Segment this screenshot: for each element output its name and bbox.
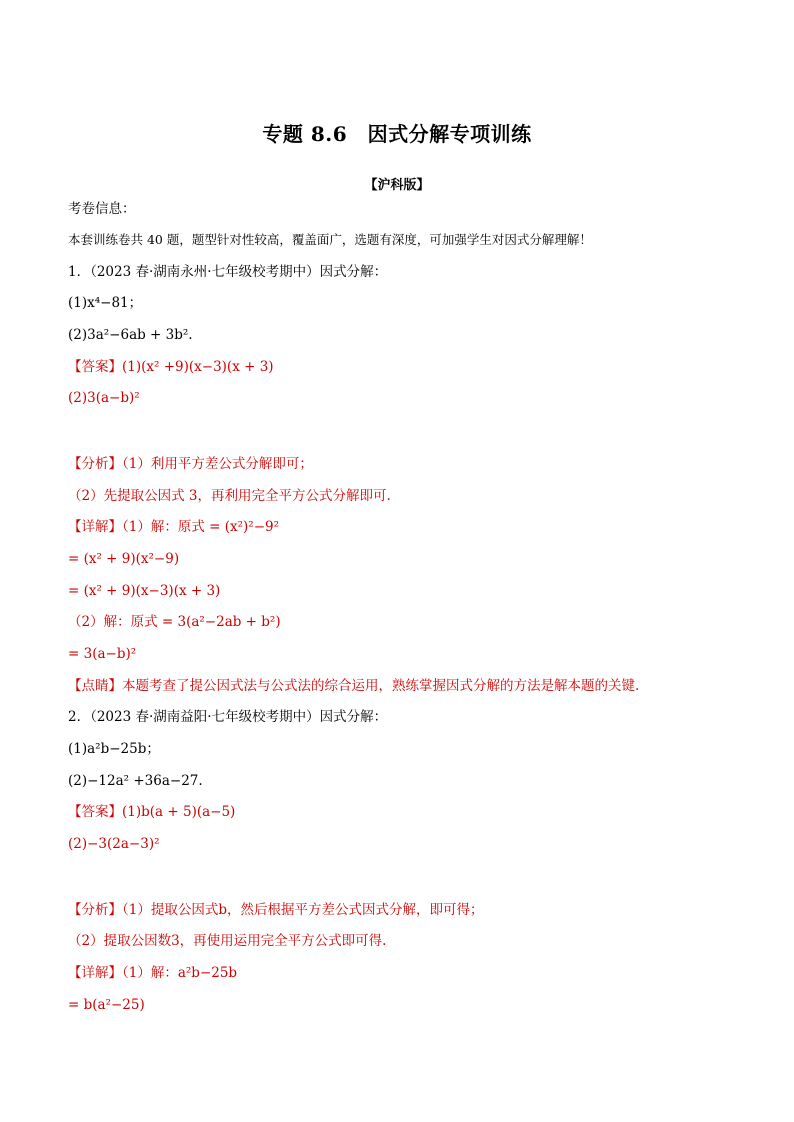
- question-1-detail-4: （2）解：原式 = 3(a²−2ab + b²): [68, 614, 281, 630]
- question-1-detail-5: = 3(a−b)²: [68, 646, 137, 662]
- question-2-answer-2: (2)−3(2a−3)²: [68, 836, 160, 852]
- question-1-part-1: (1)x⁴−81；: [68, 295, 143, 311]
- question-2-analysis-2: （2）提取公因数3，再使用运用完全平方公式即可得.: [68, 933, 387, 949]
- question-1-detail-1: 【详解】（1）解：原式 = (x²)²−9²: [68, 519, 280, 535]
- question-2-part-1: (1)a²b−25b；: [68, 741, 160, 757]
- question-1-analysis-1: 【分析】（1）利用平方差公式分解即可；: [68, 456, 313, 472]
- info-heading: 考卷信息：: [68, 201, 136, 217]
- question-1-detail-2: = (x² + 9)(x²−9): [68, 551, 180, 567]
- question-1-comment: 【点睛】本题考查了提公因式法与公式法的综合运用，熟练掌握因式分解的方法是解本题的关键.: [68, 678, 640, 694]
- info-text: 本套训练卷共 40 题，题型针对性较高，覆盖面广，选题有深度，可加强学生对因式分解理解！: [68, 232, 592, 247]
- question-2-detail-2: = b(a²−25): [68, 997, 145, 1013]
- question-1-answer-1: 【答案】(1)(x² +9)(x−3)(x + 3): [68, 359, 274, 375]
- question-1-analysis-2: （2）先提取公因式 3，再利用完全平方公式分解即可.: [68, 488, 391, 504]
- page-title: 专题 8.6 因式分解专项训练: [262, 122, 532, 146]
- question-2-analysis-1: 【分析】（1）提取公因式b，然后根据平方差公式因式分解，即可得；: [68, 902, 484, 918]
- question-2-part-2: (2)−12a² +36a−27.: [68, 773, 203, 789]
- question-1-part-2: (2)3a²−6ab + 3b².: [68, 327, 193, 343]
- question-2-detail-1: 【详解】（1）解：a²b−25b: [68, 965, 238, 981]
- edition-label: 【沪科版】: [364, 178, 430, 193]
- question-1-answer-2: (2)3(a−b)²: [68, 390, 140, 406]
- question-1-detail-3: = (x² + 9)(x−3)(x + 3): [68, 583, 221, 599]
- question-1-stem: 1．（2023 春·湖南永州·七年级校考期中）因式分解：: [68, 264, 388, 280]
- question-2-stem: 2．（2023 春·湖南益阳·七年级校考期中）因式分解：: [68, 709, 388, 725]
- question-2-answer-1: 【答案】(1)b(a + 5)(a−5): [68, 804, 236, 820]
